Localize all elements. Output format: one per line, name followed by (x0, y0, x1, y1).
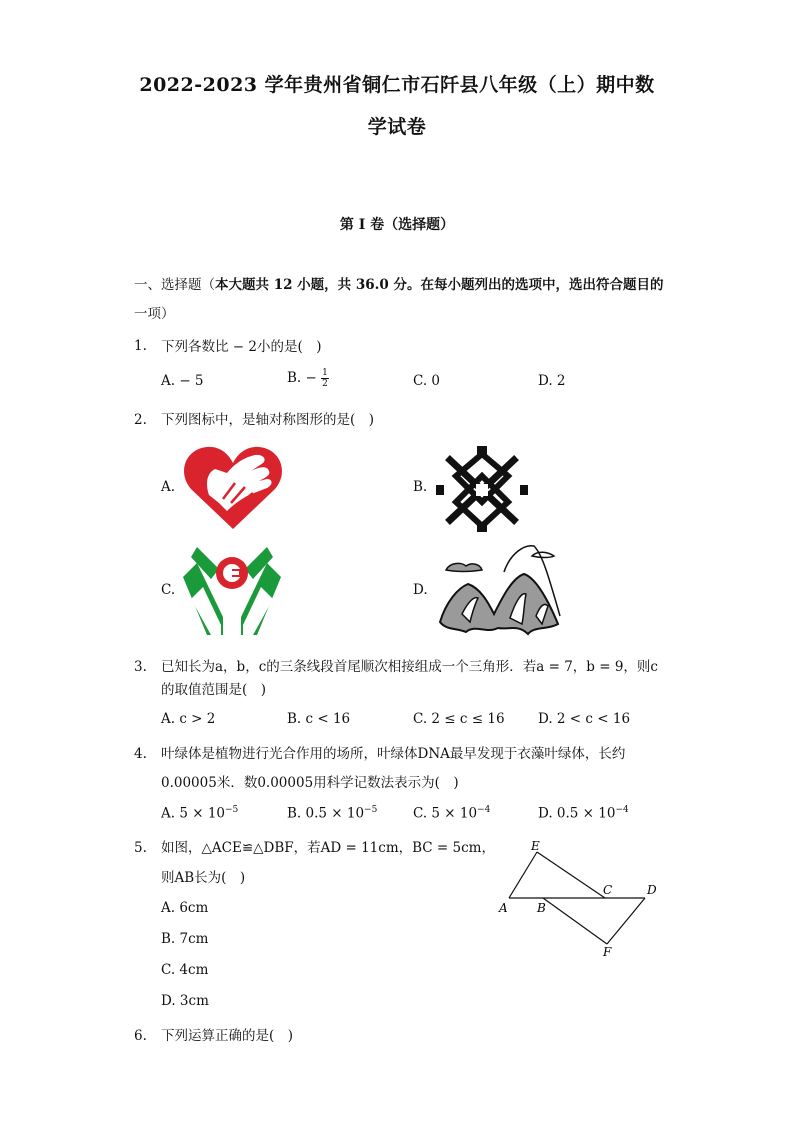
bank-logo-icon (181, 543, 283, 637)
label-e: E (531, 839, 540, 853)
label-f: F (603, 945, 612, 959)
q4-option-b[interactable]: B. $0.5 \times 10^{-5}$ (287, 805, 378, 822)
q5-option-a[interactable]: A. 6cm (161, 900, 209, 916)
heart-hand-icon (183, 443, 283, 533)
triangle-figure (495, 832, 675, 962)
question-6-text: 下列运算正确的是( ) (161, 1028, 294, 1044)
page-title: 2022-2023 学年贵州省铜仁市石阡县八年级（上）期中数 (139, 74, 655, 96)
question-4-text: 叶绿体是植物进行光合作用的场所，叶绿体DNA最早发现于衣藻叶绿体，长约 (161, 746, 626, 762)
fraction: $\frac{1}{2}$ (322, 368, 328, 389)
segment-fb (543, 898, 607, 944)
question-1-text: 下列各数比 − 2小的是( ) (161, 339, 322, 355)
question-number: 2. (134, 412, 147, 428)
q3-option-d[interactable]: D. 2 < c < 16 (538, 711, 631, 727)
label-c: C (603, 883, 613, 897)
q2-option-b[interactable]: B. (413, 479, 428, 495)
q3-option-a[interactable]: A. c > 2 (161, 711, 216, 727)
part-heading (134, 275, 663, 295)
q2-option-d[interactable]: D. (413, 582, 428, 598)
segment-ae (509, 852, 537, 898)
q5-option-d[interactable]: D. 3cm (161, 993, 209, 1009)
q5-option-b[interactable]: B. 7cm (161, 931, 209, 947)
label-a: A (499, 901, 508, 915)
question-number: 1. (134, 338, 147, 354)
mountain-icon (432, 544, 570, 640)
question-number: 4. (134, 746, 147, 762)
part-heading-line2: 一项） (134, 306, 175, 322)
q2-option-c[interactable]: C. (161, 582, 176, 598)
q1-option-b-prefix: B. − (287, 370, 317, 386)
q3-option-b[interactable]: B. c < 16 (287, 711, 351, 727)
question-2-text: 下列图标中，是轴对称图形的是( ) (161, 412, 375, 428)
q4-option-a[interactable]: A. $5 \times 10^{-5}$ (161, 805, 239, 822)
label-b: B (537, 901, 546, 915)
part-heading-bold: 本大题共 12 小题，共 36.0 分。在每小题列出的选项中，选出符合题目的 (215, 277, 664, 293)
q1-option-c[interactable]: C. 0 (413, 373, 441, 389)
q2-option-a[interactable]: A. (161, 479, 176, 495)
knot-pattern-icon (436, 446, 528, 532)
label-d: D (647, 883, 657, 897)
question-5-text: 如图，△ACE≌△DBF，若AD = 11cm，BC = 5cm， (161, 840, 495, 856)
q1-option-d[interactable]: D. 2 (538, 373, 566, 389)
part-heading-prefix: 一、选择题（ (134, 277, 215, 293)
segment-ec (537, 852, 605, 898)
section-heading: 第 I 卷（选择题） (339, 217, 455, 233)
q4-option-c[interactable]: C. $5 \times 10^{-4}$ (413, 805, 491, 822)
question-number: 3. (134, 659, 147, 675)
question-3-text-line2: 的取值范围是( ) (161, 682, 267, 698)
segment-df (607, 898, 645, 944)
question-number: 5. (134, 840, 147, 856)
q1-option-b[interactable] (287, 368, 329, 389)
q1-option-a[interactable]: A. − 5 (161, 373, 204, 389)
q4-option-d[interactable]: D. $0.5 \times 10^{-4}$ (538, 805, 629, 822)
question-number: 6. (134, 1028, 147, 1044)
question-5-text-line2: 则AB长为( ) (161, 870, 246, 886)
q5-option-c[interactable]: C. 4cm (161, 962, 209, 978)
q3-option-c[interactable]: C. 2 ≤ c ≤ 16 (413, 711, 505, 727)
question-3-text: 已知长为a，b，c的三条线段首尾顺次相接组成一个三角形．若a = 7，b = 9，则c (161, 659, 658, 675)
question-4-text-line2: 0.00005米．数0.00005用科学记数法表示为( ) (161, 775, 459, 791)
page-title-line2: 学试卷 (367, 116, 427, 138)
